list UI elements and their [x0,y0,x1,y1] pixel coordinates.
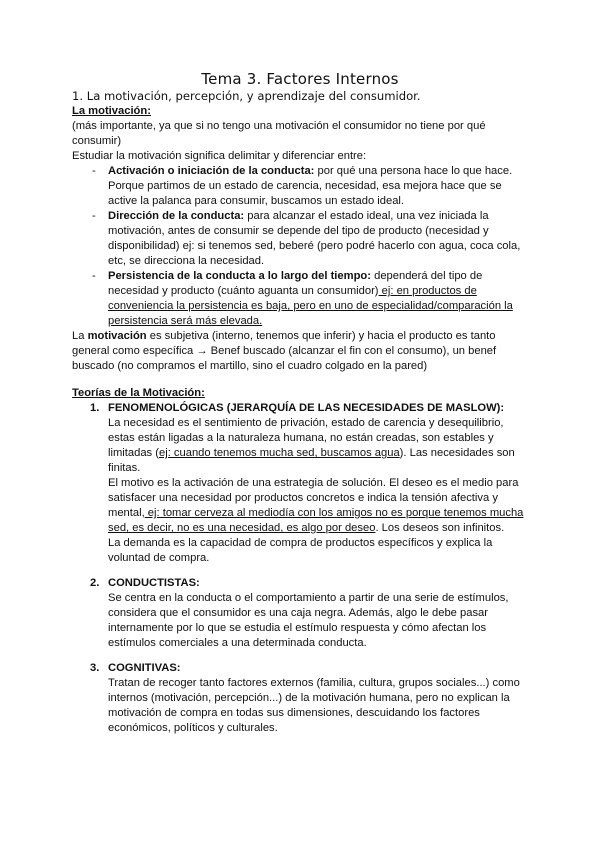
bullet-marker: - [92,210,96,222]
bullet-direccion-line-2: motivación, antes de consumir se depende del tipo de producto (necesidad y [108,225,489,237]
teoria-line: internamente por lo que se estudia el estímulo respuesta y cómo afectan los [108,622,487,634]
teoria-conductistas-heading: CONDUCTISTAS: [108,577,200,589]
teoria-line: sed, es decir, no es una necesidad, es algo por deseo. Los deseos son infinitos. [108,522,505,534]
teoria-fenomenologicas-heading: FENOMENOLÓGICAS (JERARQUÍA DE LAS NECESIDADES DE MASLOW): [108,402,505,414]
teoria-line: satisfacer una necesidad por productos concretos e indica la tensión afectiva y [108,492,498,504]
bullet-persistencia-line-3: conveniencia la persistencia es baja, pero en uno de especialidad/comparación la [108,300,513,312]
teoria-line: estas están ligadas a la naturaleza humana, no están creadas, son estables y [108,432,494,444]
motivacion-paragraph-line-1: La motivación es subjetiva (interno, tenemos que inferir) y hacia el producto es tanto [72,330,496,342]
bullet-activacion-line-3: active la palanca para consumir, buscamos un estado ideal. [108,195,405,207]
teoria-line: La demanda es la capacidad de compra de productos específicos y explica la [108,537,493,549]
item-number: 2. [90,577,100,589]
document-title: Tema 3. Factores Internos [201,70,399,88]
teoria-cognitivas-heading: COGNITIVAS: [108,662,181,674]
teoria-line: Tratan de recoger tanto factores externos (familia, cultura, grupos sociales...) como [108,677,520,689]
teoria-line: finitas. [108,462,141,474]
teoria-line: limitadas (ej: cuando tenemos mucha sed, buscamos agua). Las necesidades son [108,447,515,459]
bullet-persistencia-line-2: necesidad y producto (cuánto aguanta un consumidor) ej: en productos de [108,285,477,297]
teoria-line: mental, ej: tomar cerveza al mediodía con los amigos no es porque tenemos mucha [108,507,524,519]
teoria-line: Se centra en la conducta o el comportamiento a partir de una serie de estímulos, [108,592,509,604]
item-number: 1. [90,402,100,414]
teoria-line: El motivo es la activación de una estrategia de solución. El deseo es el medio para [108,477,519,489]
intro-line-3: Estudiar la motivación significa delimitar y diferenciar entre: [72,150,367,162]
section-heading-motivacion: La motivación: [72,105,151,117]
bullet-activacion: Activación o iniciación de la conducta: por qué una persona hace lo que hace. [108,165,513,177]
document-subtitle: 1. La motivación, percepción, y aprendizaje del consumidor. [72,89,421,103]
motivacion-paragraph-line-2: general como específica → Benef buscado (alcanzar el fin con el consumo), un benef [72,345,497,357]
teoria-line: voluntad de compra. [108,552,210,564]
bullet-direccion-line-3: disponibilidad) ej: si tenemos sed, beberé (pero podré hacerlo con agua, coca cola, [108,240,521,252]
teoria-line: motivación de compra en todas sus dimensiones, descuidando los factores [108,707,480,719]
item-number: 3. [90,662,100,674]
bullet-persistencia-line-4: persistencia será más elevada. [108,315,263,327]
bullet-marker: - [92,165,96,177]
teoria-line: La necesidad es el sentimiento de privación, estado de carencia y desequilibrio, [108,417,504,429]
intro-line-2: consumir) [72,135,122,147]
teoria-line: considera que el consumidor es una caja negra. Además, algo le debe pasar [108,607,488,619]
section-heading-teorias: Teorías de la Motivación: [72,387,205,399]
intro-line-1: (más importante, ya que si no tengo una motivación el consumidor no tiene por qué [72,120,486,132]
teoria-line: económicos, políticos y culturales. [108,722,278,734]
bullet-direccion: Dirección de la conducta: para alcanzar el estado ideal, una vez iniciada la [108,210,489,222]
bullet-persistencia: Persistencia de la conducta a lo largo del tiempo: dependerá del tipo de [108,270,483,282]
bullet-activacion-line-2: Porque partimos de un estado de carencia, necesidad, esa mejora hace que se [108,180,502,192]
bullet-direccion-line-4: etc, se direcciona la necesidad. [108,255,265,267]
bullet-marker: - [92,270,96,282]
teoria-line: internos (motivación, percepción...) de la motivación humana, pero no explican la [108,692,510,704]
motivacion-paragraph-line-3: buscado (no compramos el martillo, sino el cuadro colgado en la pared) [72,360,428,372]
teoria-line: estímulos comerciales a una determinada conducta. [108,637,367,649]
